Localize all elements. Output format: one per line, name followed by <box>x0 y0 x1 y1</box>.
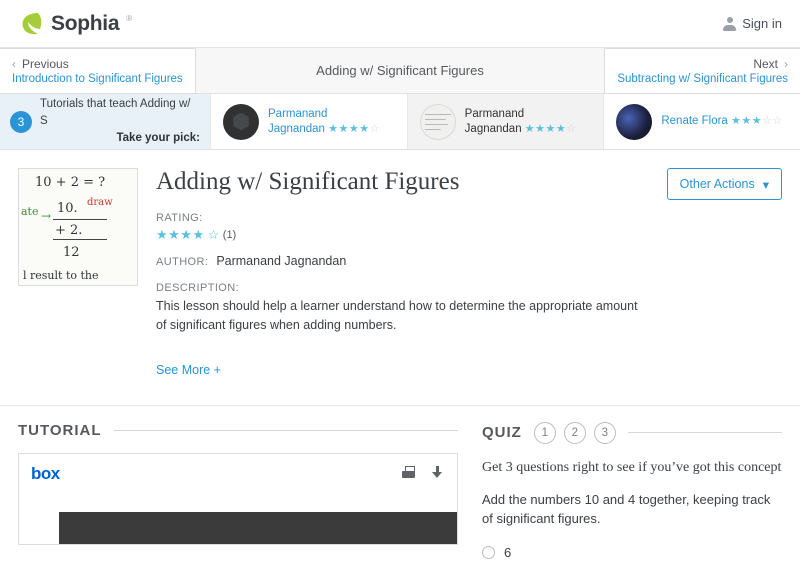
tutorial-card-1[interactable] <box>210 94 407 149</box>
chevron-right-icon: › <box>784 56 788 71</box>
tutorial-card-3-stars-full: ★★★ <box>731 115 763 128</box>
box-viewer-actions <box>401 466 445 481</box>
quiz-question-number-2[interactable]: 2 <box>564 422 586 444</box>
previous-label-row <box>12 57 183 71</box>
brand-logo-group[interactable] <box>18 10 132 38</box>
author-label: AUTHOR: <box>156 256 209 268</box>
tutorials-intro-line1: Tutorials that teach Adding w/ S <box>40 98 191 128</box>
tutorial-card-2-author-line2: Jagnandan <box>464 122 522 135</box>
lesson-details <box>156 168 649 379</box>
rating-stars-full: ★★★★ <box>156 227 205 242</box>
quiz-option-1[interactable] <box>482 545 782 560</box>
radio-button-icon[interactable] <box>482 546 495 559</box>
tutorial-card-2-meta <box>465 107 577 137</box>
description-block <box>156 282 649 336</box>
tutorial-card-2[interactable] <box>407 94 604 149</box>
lesson-thumb-line-4: draw <box>87 197 113 208</box>
quiz-question-text: Add the numbers 10 and 4 together, keeping track of significant figures. <box>482 491 771 527</box>
lesson-thumb-line-2: ate <box>21 205 39 218</box>
next-label-row <box>753 57 788 71</box>
quiz-option-1-label: 6 <box>504 544 512 560</box>
tutorial-card-1-stars-empty: ☆ <box>369 122 380 135</box>
tutorial-card-2-stars-half: ★ <box>555 122 567 135</box>
other-actions-button[interactable] <box>667 168 782 200</box>
tutorial-card-2-stars-empty: ☆ <box>566 122 577 135</box>
lesson-thumb-line-3: 10. <box>57 201 78 216</box>
quiz-question-numbers <box>534 422 616 444</box>
rating-block <box>156 212 649 243</box>
tutorial-card-3-stars-empty: ☆☆ <box>762 115 783 128</box>
lesson-thumb-line-1: 10 + 2 = ? <box>35 175 106 190</box>
space-nebula-thumbnail-icon <box>616 104 652 140</box>
brand-trademark: ® <box>126 13 133 23</box>
tutorial-card-3-author: Renate Flora <box>661 115 728 128</box>
tutorial-card-2-author-line1: Parmanand <box>464 107 525 120</box>
next-lesson-title[interactable]: Subtracting w/ Significant Figures <box>617 72 788 85</box>
box-viewer-canvas[interactable] <box>59 512 457 544</box>
current-lesson-title: Adding w/ Significant Figures <box>316 63 484 78</box>
lesson-thumb-line-6: 12 <box>63 245 80 260</box>
quiz-question-number-1[interactable]: 1 <box>534 422 556 444</box>
hexagon-dark-thumbnail-icon <box>223 104 259 140</box>
previous-label: Previous <box>22 56 69 71</box>
box-logo: box <box>31 463 60 483</box>
see-more-link[interactable]: See More + <box>156 362 221 377</box>
tutorial-column <box>18 422 458 560</box>
tutorial-card-1-author-line1: Parmanand <box>268 107 328 120</box>
tutorials-intro <box>0 94 210 149</box>
tutorial-heading: TUTORIAL <box>18 421 102 439</box>
rating-stars-empty: ☆ <box>207 227 220 242</box>
tutorial-card-2-stars-full: ★★★ <box>524 122 556 135</box>
tutorial-card-1-rating <box>328 123 380 135</box>
lesson-nav-strip <box>0 48 800 94</box>
description-text: This lesson should help a learner understand how to determine the appropriate amount of significant figures when adding numbers. <box>156 299 638 333</box>
tutorial-card-1-stars-half: ★ <box>359 122 370 135</box>
rating-count: (1) <box>222 229 237 241</box>
sophia-leaf-icon <box>18 10 44 38</box>
author-value: Parmanand Jagnandan <box>216 254 347 268</box>
quiz-intro-text: Get 3 questions right to see if you’ve got this concept <box>482 459 782 475</box>
tutorial-heading-rule <box>114 430 458 431</box>
top-bar <box>0 0 800 48</box>
tutorials-intro-line2: Take your pick: <box>116 131 200 144</box>
previous-lesson-title[interactable]: Introduction to Significant Figures <box>12 72 183 85</box>
lesson-thumb-arrow-icon: → <box>41 209 52 223</box>
tutorial-card-2-rating <box>525 123 577 135</box>
tutorial-card-3[interactable] <box>603 94 800 149</box>
previous-lesson-button[interactable] <box>0 48 196 94</box>
print-icon[interactable] <box>401 466 416 481</box>
lesson-thumbnail <box>18 168 138 286</box>
tutorials-intro-text <box>40 96 200 146</box>
rating-value <box>156 227 649 243</box>
chevron-left-icon: ‹ <box>12 56 16 71</box>
lesson-thumb-rule <box>53 219 107 220</box>
next-lesson-button[interactable] <box>604 48 800 94</box>
quiz-section-header <box>482 422 782 444</box>
lesson-header <box>0 150 800 406</box>
page-title: Adding w/ Significant Figures <box>156 168 460 195</box>
tutorial-card-1-stars-full: ★★★ <box>328 122 360 135</box>
tutorial-card-3-rating <box>731 115 783 127</box>
tutorial-card-1-meta <box>268 107 380 137</box>
tutorial-section-header <box>18 422 458 439</box>
tutorial-card-3-meta <box>661 114 783 129</box>
lesson-thumb-rule-2 <box>53 239 107 240</box>
lesson-thumb-line-5: + 2. <box>55 223 83 238</box>
brand-name: Sophia <box>51 11 120 35</box>
paper-notes-thumbnail-icon <box>420 104 456 140</box>
quiz-column <box>482 422 782 560</box>
quiz-heading-rule <box>628 432 782 433</box>
tutorials-picker-row <box>0 94 800 150</box>
rating-label: RATING: <box>156 212 203 224</box>
next-label: Next <box>753 56 778 71</box>
sign-in-button[interactable] <box>723 16 782 31</box>
other-actions-label: Other Actions <box>679 177 755 191</box>
box-document-viewer[interactable] <box>18 453 458 545</box>
sign-in-label: Sign in <box>742 16 782 31</box>
tutorial-count-badge: 3 <box>10 111 32 133</box>
description-label: DESCRIPTION: <box>156 282 240 294</box>
quiz-options <box>482 545 782 560</box>
lesson-thumb-line-7: l result to the <box>23 269 99 282</box>
chevron-down-icon: ▾ <box>762 177 769 192</box>
quiz-question-number-3[interactable]: 3 <box>594 422 616 444</box>
quiz-heading: QUIZ <box>482 424 522 442</box>
box-viewer-toolbar <box>19 454 457 494</box>
content-columns <box>0 406 800 560</box>
person-icon <box>723 17 736 31</box>
author-block <box>156 254 649 271</box>
download-icon[interactable] <box>430 466 445 481</box>
tutorial-card-1-author-line2: Jagnandan <box>268 122 325 135</box>
